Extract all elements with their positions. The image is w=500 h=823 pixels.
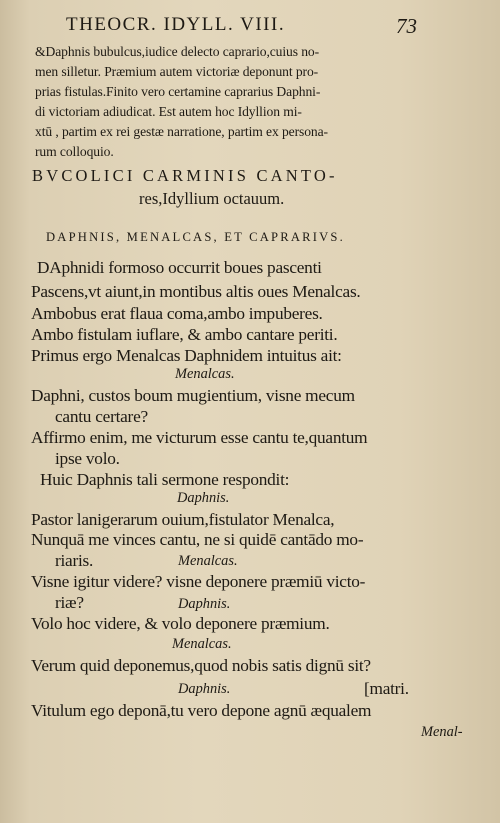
- verse-line: Visne igitur videre? visne deponere præmiū victo-: [31, 572, 366, 591]
- poem-title-continuation: res,Idyllium octauum.: [139, 189, 285, 208]
- verse-line: Nunquā me vinces cantu, ne si quidē cantādo mo-: [31, 530, 364, 549]
- argument-line: &Daphnis bubulcus,iudice delecto caprario,cuius no-: [35, 44, 320, 59]
- verse-line: Pascens,vt aiunt,in montibus altis oues Menalcas.: [31, 282, 361, 301]
- verse-line: Vitulum ego deponā,tu vero depone agnū æqualem: [31, 701, 372, 720]
- verse-line: Verum quid deponemus,quod nobis satis dignū sit?: [31, 656, 371, 675]
- verse-line: riæ?: [55, 593, 84, 612]
- speaker-heading: Daphnis.: [177, 490, 230, 506]
- argument-line: di victoriam adiudicat. Est autem hoc Idyllion mi-: [35, 104, 302, 119]
- verse-line: Huic Daphnis tali sermone respondit:: [40, 470, 290, 489]
- verse-line: riaris.: [55, 551, 94, 570]
- argument-line: xtū , partim ex rei gestæ narratione, partim ex persona-: [35, 124, 328, 139]
- speaker-heading: Menalcas.: [178, 553, 238, 569]
- poem-title: BVCOLICI CARMINIS CANTO-: [32, 166, 338, 185]
- running-header: [66, 14, 417, 38]
- speaker-heading: Menalcas.: [175, 366, 235, 382]
- verse-line: Affirmo enim, me victurum esse cantu te,quantum: [31, 428, 368, 447]
- verse-line: Primus ergo Menalcas Daphnidem intuitus ait:: [31, 346, 342, 365]
- argument-line: prias fistulas.Finito vero certamine caprarius Daphni-: [35, 84, 321, 99]
- argument-line: men silletur. Præmium autem victoriæ deponunt pro-: [35, 64, 319, 79]
- speaker-heading: Daphnis.: [178, 681, 231, 697]
- verse-line: Ambo fistulam iuflare, & ambo cantare periti.: [31, 325, 338, 344]
- running-title: THEOCR. IDYLL. VIII.: [66, 14, 286, 35]
- verse-line: ipse volo.: [55, 449, 120, 468]
- verse-line: cantu certare?: [55, 407, 148, 426]
- verse-line: DAphnidi formoso occurrit boues pascenti: [37, 258, 322, 277]
- verse-line: Daphni, custos boum mugientium, visne mecum: [31, 386, 355, 405]
- speaker-heading: Daphnis.: [178, 596, 231, 612]
- verse-line: Volo hoc videre, & volo deponere præmium.: [31, 614, 330, 633]
- catchword: Menal-: [421, 724, 463, 740]
- verse-turnover: [matri.: [364, 679, 409, 698]
- dramatis-personae: DAPHNIS, MENALCAS, ET CAPRARIVS.: [46, 230, 345, 244]
- speaker-heading: Menalcas.: [172, 636, 232, 652]
- argument-line: rum colloquio.: [35, 144, 114, 159]
- verse-line: Pastor lanigerarum ouium,fistulator Menalca,: [31, 510, 335, 529]
- verse-line: Ambobus erat flaua coma,ambo impuberes.: [31, 304, 323, 323]
- page-number: 73: [396, 14, 417, 38]
